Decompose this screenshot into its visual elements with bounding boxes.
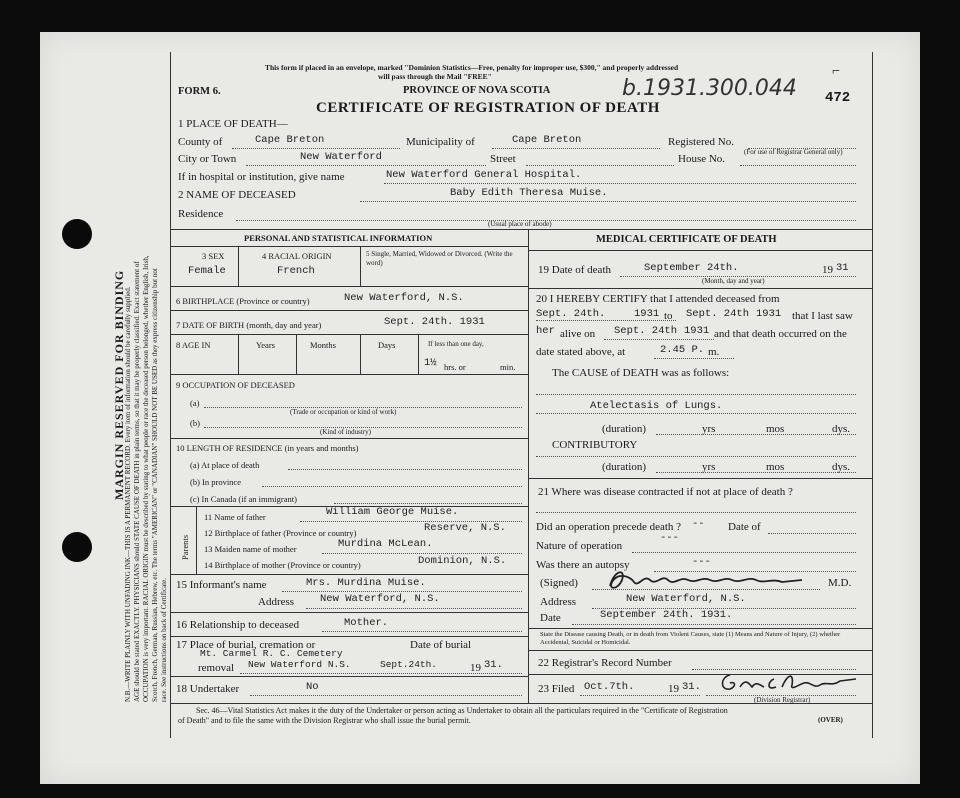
hrs-label: hrs. or <box>444 362 466 372</box>
city-label: City or Town <box>178 153 237 165</box>
date-of-death-value: September 24th. <box>644 262 739 274</box>
municipality-value: Cape Breton <box>512 134 582 146</box>
mother-name-line <box>322 553 522 554</box>
deceased-name-line <box>360 201 856 202</box>
certify-from-year: 1931 <box>634 308 660 320</box>
county-line <box>232 148 400 149</box>
death-year-value: 31 <box>836 262 849 274</box>
street-line <box>526 165 674 166</box>
contrib-mos-label: mos <box>766 461 785 473</box>
date-of-burial-label: Date of burial <box>410 639 472 651</box>
pm-label: m. <box>708 346 720 358</box>
cause-duration-line <box>656 434 856 435</box>
filed-year-value: 31. <box>682 681 701 693</box>
deceased-name-value: Baby Edith Theresa Muise. <box>450 187 608 199</box>
binding-hole-top <box>62 219 92 249</box>
margin-note-line-2: AGE should be stated EXACTLY. PHYSICIANS should STATE CAUSE OF DEATH in plain terms, so that it may be properly classified. Exact statement of <box>133 261 141 702</box>
residence-label: Residence <box>178 208 224 220</box>
marital-label: 5 Single, Married, Widowed or Divorced. (Write the word) <box>366 250 513 267</box>
city-value: New Waterford <box>300 151 382 163</box>
operation-label: Did an operation precede death ? <box>536 521 682 533</box>
sex-value: Female <box>188 265 226 277</box>
father-name-label: 11 Name of father <box>204 512 266 522</box>
less-than-day-label: If less than one day, <box>428 340 484 348</box>
operation-value: -- <box>692 518 705 530</box>
last-saw-label: that I last saw <box>792 310 853 322</box>
right-border <box>872 52 873 738</box>
birthplace-value: New Waterford, N.S. <box>344 292 464 304</box>
removal-label: removal <box>198 662 235 674</box>
physician-signature <box>604 566 810 594</box>
certificate-title: CERTIFICATE OF REGISTRATION OF DEATH <box>316 100 660 116</box>
medical-rule-2 <box>528 478 872 479</box>
burial-year-prefix: 19 <box>470 662 481 674</box>
hospital-label: If in hospital or institution, give name <box>178 171 345 183</box>
informant-address-line <box>306 608 522 609</box>
row-rule-2 <box>170 310 528 311</box>
informant-address-value: New Waterford, N.S. <box>320 593 440 605</box>
margin-note-line-5: race. See instructions on back of Certificate. <box>160 577 168 702</box>
municipality-line <box>492 148 660 149</box>
filed-line <box>580 695 700 696</box>
disease-contracted-line <box>536 512 856 513</box>
medical-cert-heading: MEDICAL CERTIFICATE OF DEATH <box>596 234 777 245</box>
nature-of-operation-label: Nature of operation <box>536 540 623 552</box>
relationship-label: 16 Relationship to deceased <box>176 619 300 631</box>
certify-to-date: Sept. 24th <box>686 308 750 320</box>
age-days-label: Days <box>378 340 396 350</box>
registered-no-label: Registered No. <box>668 136 734 148</box>
birthplace-label: 6 BIRTHPLACE (Province or country) <box>176 296 310 306</box>
alive-on-label: alive on <box>560 328 596 340</box>
certify-label: 20 I HEREBY CERTIFY that I attended deceased from <box>536 293 780 305</box>
alive-on-date: Sept. 24th <box>614 325 678 337</box>
father-birthplace-label: 12 Birthplace of father (Province or country) <box>204 528 357 538</box>
mother-birthplace-value: Dominion, N.S. <box>418 555 507 567</box>
footer-line-1: Sec. 46—Vital Statistics Act makes it the duty of the Undertaker or person acting as Undertaker to obtain all the particulars required in the "Certificate of Registration <box>196 706 728 715</box>
medical-rule-4 <box>528 650 872 651</box>
contrib-dys-label: dys. <box>832 461 851 473</box>
date-of-death-label: 19 Date of death <box>538 264 611 276</box>
age-hours-value: 1½ <box>424 357 437 369</box>
date-of-death-note: (Month, day and year) <box>702 277 765 285</box>
street-label: Street <box>490 153 516 165</box>
form-number: FORM 6. <box>178 86 221 97</box>
age-col-3 <box>360 334 361 374</box>
dob-value: Sept. 24th. 1931 <box>384 316 485 328</box>
operation-date-label: Date of <box>728 521 761 533</box>
sex-label: 3 SEX <box>202 251 225 261</box>
cause-duration-label: (duration) <box>602 423 646 435</box>
mail-notice-2: will pass through the Mail "FREE" <box>378 72 492 81</box>
row-rule-4 <box>170 374 528 375</box>
undertaker-label: 18 Undertaker <box>176 683 240 695</box>
place-of-death-heading: 1 PLACE OF DEATH— <box>178 118 288 130</box>
filed-value: Oct.7th. <box>584 681 635 693</box>
undertaker-value: No <box>306 681 319 693</box>
removal-town-value: New Waterford N.S. <box>248 659 351 670</box>
mother-name-value: Murdina McLean. <box>338 538 433 550</box>
filed-year-prefix: 19 <box>668 683 679 695</box>
handwritten-reference: b.1931.300.044 <box>622 76 797 101</box>
record-number-label: 22 Registrar's Record Number <box>538 657 672 669</box>
time-line <box>654 358 734 359</box>
margin-reserved-label: MARGIN RESERVED FOR BINDING <box>112 269 126 500</box>
autopsy-value: --- <box>692 556 711 568</box>
certify-from-date: Sept. 24th. <box>536 308 606 320</box>
personal-heading-rule <box>170 246 528 247</box>
date-stated-label: date stated above, at <box>536 346 626 358</box>
residence-b-line <box>262 486 522 487</box>
row-rule-5 <box>170 438 528 439</box>
house-no-label: House No. <box>678 153 726 165</box>
alive-on-year: 1931 <box>684 325 710 337</box>
burial-year-value: 31. <box>484 659 503 671</box>
margin-note-line-4: Scotch, French, German, Russian, Hebrew, etc. The terms "AMERICAN" or "CANADIAN" SHOULD NOT BE USED as they express citizenship but not <box>151 268 159 702</box>
footer-line-2: of Death" and to file the same with the Division Registrar who shall issue the burial permit. <box>178 716 471 725</box>
hospital-value: New Waterford General Hospital. <box>386 169 582 181</box>
signed-label: (Signed) <box>540 577 578 589</box>
corner-mark: ⌐ <box>832 64 840 79</box>
medical-rule-3 <box>528 628 872 629</box>
residence-c-label: (c) In Canada (if an immigrant) <box>190 494 297 504</box>
residence-b-label: (b) In province <box>190 477 241 487</box>
burial-place-value: Mt. Carmel R. C. Cemetery <box>200 648 343 659</box>
parents-col-divider <box>196 506 197 574</box>
row-rule-8 <box>170 612 528 613</box>
province-label: PROVINCE OF NOVA SCOTIA <box>403 85 551 96</box>
informant-address-label: Address <box>258 596 295 608</box>
contributory-line <box>536 456 856 457</box>
row-rule-7 <box>170 574 528 575</box>
margin-note-line-3: OCCUPATION is very important. RACIAL ORIGIN must be described by stating to what people or race the deceased person belonged, whether English, Irish, <box>142 255 150 702</box>
occupation-label: 9 OCCUPATION OF DECEASED <box>176 380 295 390</box>
relationship-line <box>322 631 522 632</box>
racial-origin-value: French <box>277 265 315 277</box>
column-divider <box>528 229 529 703</box>
residence-c-line <box>334 503 522 504</box>
nature-of-operation-line <box>632 552 856 553</box>
md-label: M.D. <box>828 577 852 589</box>
division-registrar-note: (Division Registrar) <box>754 696 811 704</box>
race-marital-divider <box>360 246 361 286</box>
min-label: min. <box>500 362 516 372</box>
mail-notice-1: This form if placed in an envelope, marked "Dominion Statistics—Free, penalty for improper use, $300," and properly addressed <box>265 63 679 72</box>
occupation-a-note: (Trade or occupation or kind of work) <box>290 408 397 416</box>
burial-date-value: Sept.24th. <box>380 659 438 670</box>
medical-heading-rule <box>528 250 872 251</box>
municipality-label: Municipality of <box>406 136 475 148</box>
cause-of-death-label: The CAUSE of DEATH was as follows: <box>552 367 730 379</box>
residence-a-label: (a) At place of death <box>190 460 260 470</box>
age-col-2 <box>296 334 297 374</box>
age-years-label: Years <box>256 340 275 350</box>
father-name-value: William George Muise. <box>326 506 459 518</box>
filed-label: 23 Filed <box>538 683 575 695</box>
racial-origin-label: 4 RACIAL ORIGIN <box>262 251 332 261</box>
medical-rule-1 <box>528 288 872 289</box>
physician-address-value: New Waterford, N.S. <box>626 593 746 605</box>
residence-a-line <box>288 469 522 470</box>
sex-race-divider <box>238 246 239 286</box>
dob-label: 7 DATE OF BIRTH (month, day and year) <box>176 320 322 330</box>
personal-info-heading: PERSONAL AND STATISTICAL INFORMATION <box>244 233 433 243</box>
age-label: 8 AGE IN <box>176 340 211 350</box>
row-rule-3 <box>170 334 528 335</box>
autopsy-label: Was there an autopsy <box>536 559 630 571</box>
informant-label: 15 Informant's name <box>176 579 267 591</box>
age-col-4 <box>418 334 419 374</box>
county-value: Cape Breton <box>255 134 325 146</box>
cause-dys-label: dys. <box>832 423 851 435</box>
contrib-yrs-label: yrs <box>702 461 716 473</box>
physician-date-value: September 24th. 1931. <box>600 609 733 621</box>
occupation-a-label: (a) <box>190 398 200 408</box>
disease-contracted-label: 21 Where was disease contracted if not at place of death ? <box>538 486 793 498</box>
residence-length-label: 10 LENGTH OF RESIDENCE (in years and months) <box>176 443 359 453</box>
burial-label: 17 Place of burial, cremation or <box>176 639 316 651</box>
physician-date-label: Date <box>540 612 561 624</box>
certify-to-label: to <box>664 310 673 322</box>
relationship-value: Mother. <box>344 617 389 629</box>
undertaker-line <box>250 695 522 696</box>
death-year-prefix: 19 <box>822 264 833 276</box>
section-divider-top <box>170 229 872 230</box>
operation-date-value: --- <box>660 532 679 544</box>
operation-date-line <box>768 533 856 534</box>
violent-causes-note: State the Disease causing Death, or in death from Violent Causes, state (1) Means and Nature of Injury, (2) whether Accidental, Suicidal or Homicidal. <box>540 631 841 646</box>
certify-from-line <box>536 320 676 321</box>
county-label: County of <box>178 136 223 148</box>
physician-address-label: Address <box>540 596 577 608</box>
binding-hole-bottom <box>62 532 92 562</box>
deceased-name-label: 2 NAME OF DECEASED <box>178 189 296 201</box>
age-months-label: Months <box>310 340 336 350</box>
cause-line-1 <box>536 394 856 395</box>
certify-to-year: 1931 <box>756 308 782 320</box>
informant-value: Mrs. Murdina Muise. <box>306 577 426 589</box>
contributory-label: CONTRIBUTORY <box>552 439 638 451</box>
row-rule-10 <box>170 676 528 677</box>
city-line <box>246 165 486 166</box>
contrib-duration-label: (duration) <box>602 461 646 473</box>
house-no-line <box>740 165 856 166</box>
parents-side-label: Parents <box>180 534 190 560</box>
registrar-signature <box>716 667 862 695</box>
abode-note: (Usual place of abode) <box>488 220 552 228</box>
age-col-1 <box>238 334 239 374</box>
time-of-death-value: 2.45 P. <box>660 344 705 356</box>
physician-date-line <box>572 624 856 625</box>
cause-yrs-label: yrs <box>702 423 716 435</box>
death-occurred-label: and that death occurred on the <box>714 328 847 340</box>
cause-mos-label: mos <box>766 423 785 435</box>
stamp-number: 472 <box>825 90 851 106</box>
footer-over: (OVER) <box>818 716 843 724</box>
contrib-duration-line <box>656 472 856 473</box>
hospital-line <box>384 183 856 184</box>
alive-on-line <box>604 339 714 340</box>
informant-line <box>282 591 522 592</box>
cause-line-2 <box>536 413 856 414</box>
occupation-b-note: (Kind of industry) <box>320 428 371 436</box>
occupation-b-label: (b) <box>190 418 200 428</box>
cause-of-death-value: Atelectasis of Lungs. <box>590 400 723 412</box>
row-rule-1 <box>170 286 528 287</box>
alive-prefix: her <box>536 325 555 337</box>
margin-note-line-1: N.B.—WRITE PLAINLY WITH UNFADING INK—THIS IS A PERMANENT RECORD. Every item of information should be carefully supplied. <box>124 286 132 702</box>
father-birthplace-value: Reserve, N.S. <box>424 522 506 534</box>
row-rule-9 <box>170 636 528 637</box>
mother-birthplace-label: 14 Birthplace of mother (Province or country) <box>204 560 361 570</box>
registrar-only-note: (For use of Registrar General only) <box>744 148 843 156</box>
mother-name-label: 13 Maiden name of mother <box>204 544 297 554</box>
